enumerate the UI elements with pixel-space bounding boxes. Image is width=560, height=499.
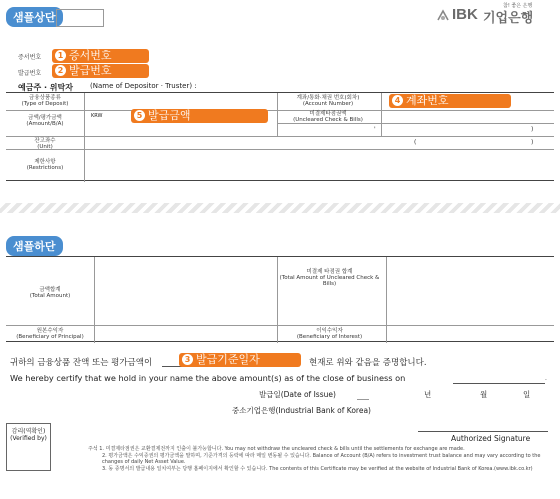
- month-label: 월: [480, 390, 488, 399]
- day-label: 일: [523, 390, 531, 399]
- cert-en: We hereby certify that we hold in your name the above amount(s) as of the close of business on: [10, 373, 406, 383]
- notes-block: [88, 446, 550, 472]
- depositor-label: 예금주 · 위탁자: [18, 83, 73, 92]
- uncleared-total-label: 미결제 타점권 합계 (Total Amount of Uncleared Check & Bills): [279, 269, 380, 287]
- year-label: 년: [424, 390, 432, 399]
- currency-code: KRW: [91, 113, 103, 119]
- logo-ibk: IBK: [452, 6, 478, 23]
- section-tag-top: 샘플상단: [6, 7, 63, 27]
- type-label: 금융상품종류 (Type of Deposit): [21, 95, 69, 107]
- authorized-signature: Authorized Signature: [451, 434, 531, 443]
- total-label: 금액합계 (Total Amount): [29, 287, 71, 299]
- note-2: 2. 평가금액은 수익증권의 평가금액을 말하며, 기준가격의 등락에 따라 매일 변동될 수 있습니다. Balance of Account (B/A) refers to investment trust balance and may vary according to the changes of daily Net Asset Value.: [102, 452, 541, 465]
- logo-bank-name: 기업은행: [483, 11, 534, 26]
- section-tag-bottom: 샘플하단: [6, 236, 63, 256]
- stamp-box: [56, 9, 104, 27]
- cert-en-date-line: [453, 383, 545, 384]
- cert-no-label: 증서번호: [18, 54, 42, 61]
- interest-label: 이익수익자 (Beneficiary of Interest): [296, 328, 363, 340]
- signature-line: [418, 431, 548, 432]
- note-1: 주석 1. 미결제타점권은 교환결제전까지 인출이 불가능합니다. You may not withdraw the uncleared check & bills until the settlements for exchange are made.: [88, 446, 465, 452]
- torn-separator: [0, 203, 560, 213]
- callout-account: 4 계좌번호: [389, 94, 511, 108]
- verified-box: 감리(역확인) (Verified by): [6, 423, 51, 471]
- depositor-en: (Name of Depositor · Truster) :: [90, 82, 197, 90]
- unit-label: 잔고좌수 (Unit): [34, 138, 56, 150]
- callout-issue-no: 2 발급번호: [52, 64, 149, 78]
- issue-date-label: 발급일(Date of Issue): [259, 390, 336, 399]
- cert-ko-suffix: 현재로 위와 같음을 증명합니다.: [309, 358, 427, 368]
- ibk-logo-icon: [436, 8, 450, 22]
- callout-issue-base-date: 3 발급기준일자: [179, 353, 301, 367]
- callout-amount: 5 발급금액: [131, 109, 268, 123]
- bank-name: 중소기업은행(Industrial Bank of Korea): [232, 406, 371, 415]
- cert-ko-prefix: 귀하의 금융상품 잔액 또는 평가금액이: [10, 358, 153, 368]
- note-3: 3. 동 증명서의 발급내용 일치여부는 당행 홈페이지에서 확인할 수 있습니다. The contents of this Certificate may be verified at the website of Industrial Bank of Korea.(www.ibk.co.kr): [102, 465, 533, 472]
- callout-cert-no: 1 증서번호: [52, 49, 149, 63]
- restrictions-label: 제한사항 (Restrictions): [26, 159, 64, 171]
- account-label: 계좌/통화·채권 번호(회차) (Account Number): [296, 95, 360, 107]
- issue-no-label: 발급번호: [18, 70, 42, 77]
- logo-slogan: 참! 좋은 은행: [503, 3, 533, 9]
- amount-label: 금액/평가금액 (Amount/B/A): [26, 115, 64, 127]
- uncleared-label: 미결제타점권액 (Uncleared Check & Bills): [293, 111, 363, 123]
- principal-label: 원본수익자 (Beneficiary of Principal): [16, 328, 84, 340]
